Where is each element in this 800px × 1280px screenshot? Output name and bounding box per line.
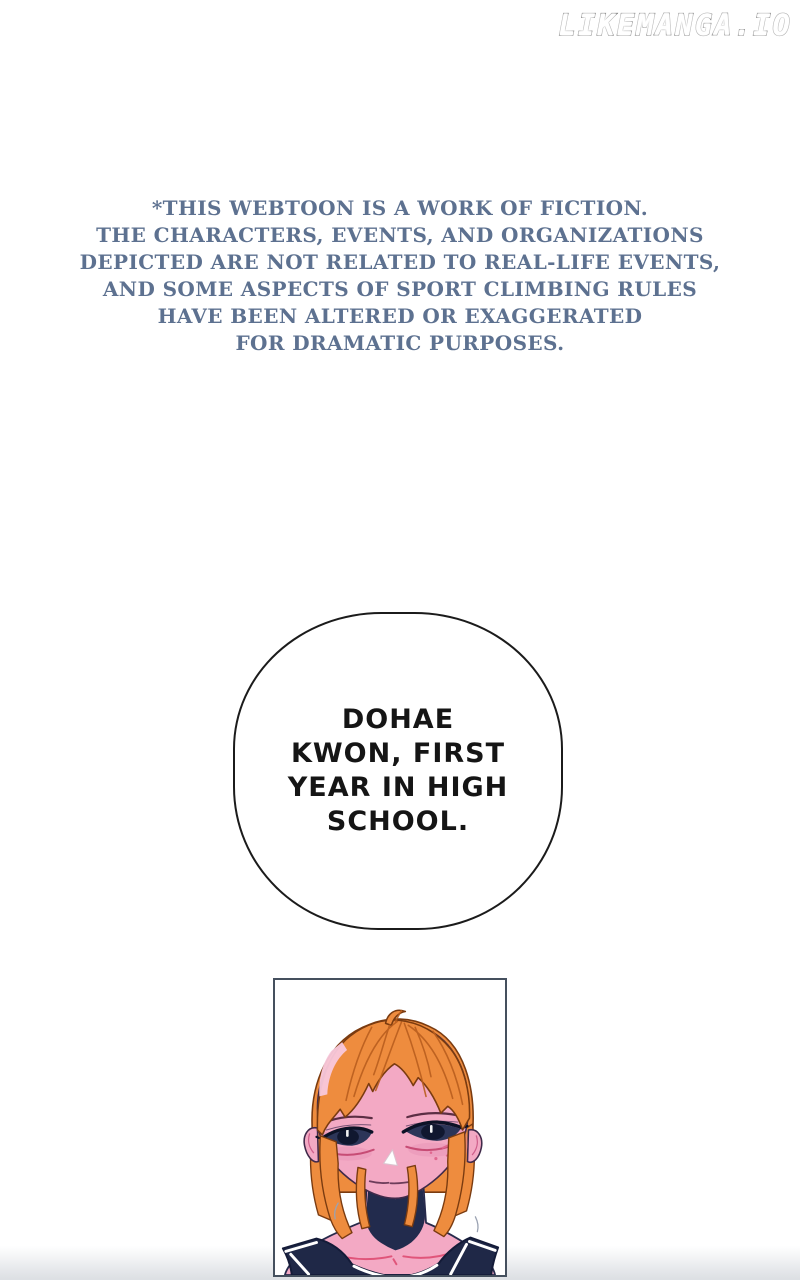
disclaimer-line: HAVE BEEN ALTERED OR EXAGGERATED [157, 304, 643, 328]
character-portrait [275, 980, 505, 1275]
disclaimer-line: FOR DRAMATIC PURPOSES. [235, 331, 565, 355]
speech-bubble [233, 612, 563, 930]
right-ear [467, 1130, 481, 1163]
speech-line: DOHAE [341, 704, 455, 735]
speech-line: YEAR IN HIGH [287, 772, 509, 803]
speech-bubble-text [288, 703, 509, 839]
speech-line: KWON, FIRST [290, 738, 506, 769]
disclaimer-text [0, 195, 800, 357]
disclaimer-line: *THIS WEBTOON IS A WORK OF FICTION. [151, 196, 649, 220]
left-ear [304, 1128, 318, 1162]
disclaimer-line: DEPICTED ARE NOT RELATED TO REAL-LIFE EVENTS, [79, 250, 721, 274]
disclaimer-line: THE CHARACTERS, EVENTS, AND ORGANIZATIONS [96, 223, 704, 247]
eye-glint [430, 1125, 433, 1133]
site-watermark: LIKEMANGA.IO [558, 8, 792, 42]
disclaimer-line: AND SOME ASPECTS OF SPORT CLIMBING RULES [102, 277, 698, 301]
comic-panel [273, 978, 507, 1277]
speech-line: SCHOOL. [326, 806, 470, 837]
